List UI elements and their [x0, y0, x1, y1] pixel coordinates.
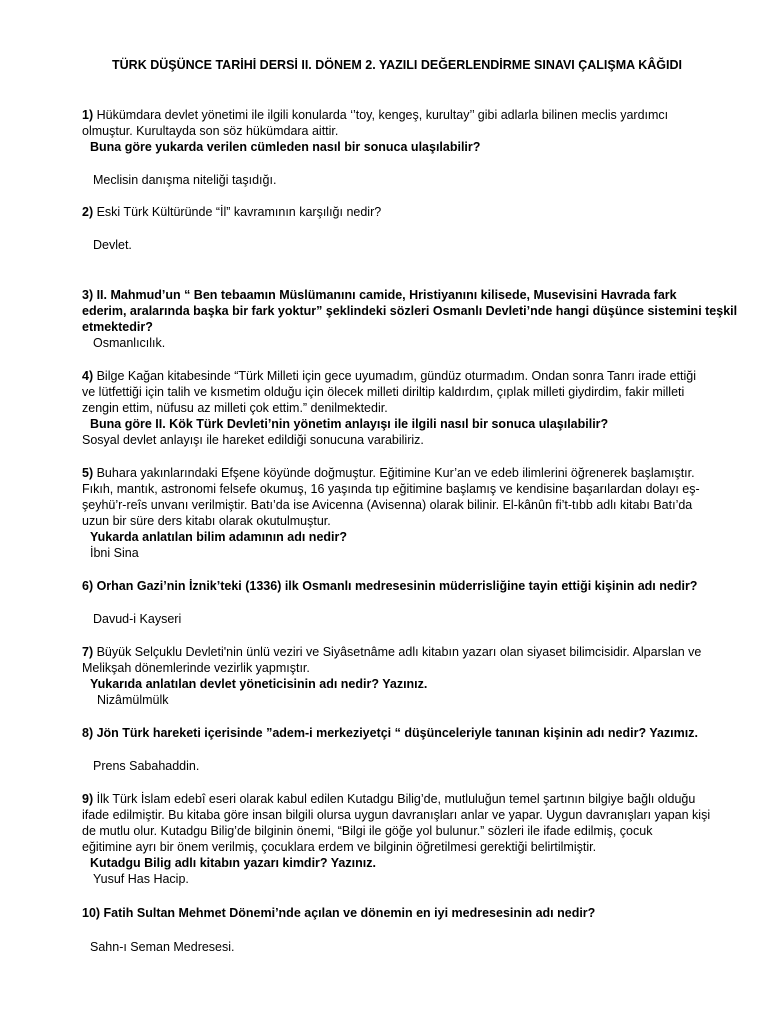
- question-5-line-2: Fıkıh, mantık, astronomi felsefe okumuş, 16 yaşında tıp eğitimine başlamış ve kendisine başarılardan dolayı eş-: [82, 482, 700, 496]
- answer-2: Devlet.: [93, 238, 132, 252]
- question-1-line-1: [82, 107, 668, 123]
- question-4-line-1: [82, 368, 696, 384]
- question-4-line-3: zengin ettim, nüfusu az milleti çok ettim.” denilmektedir.: [82, 401, 388, 415]
- question-4-number: 4): [82, 369, 94, 383]
- question-2-line-1: [82, 204, 381, 220]
- answer-8: Prens Sabahaddin.: [93, 759, 200, 773]
- question-3-line-2: ederim, aralarında başka bir fark yoktur” şeklindeki sözleri Osmanlı Devleti’nde hangi düşünce sistemini teşkil: [82, 304, 738, 318]
- answer-6: Davud-i Kayseri: [93, 612, 182, 626]
- question-9-prompt: Kutadgu Bilig adlı kitabın yazarı kimdir? Yazınız.: [90, 856, 376, 870]
- question-10-line-1: 10) Fatih Sultan Mehmet Dönemi’nde açılan ve dönemin en iyi medresesinin adı nedir?: [82, 906, 596, 920]
- answer-1: Meclisin danışma niteliği taşıdığı.: [93, 173, 277, 187]
- question-9-line-2: ifade edilmiştir. Bu kitaba göre insan bilgili olursa uygun davranışları anlar ve yapar. Uygun davranışları yapan kişi: [82, 808, 711, 822]
- answer-9: Yusuf Has Hacip.: [93, 872, 189, 886]
- question-5-text: Buhara yakınlarındaki Efşene köyünde doğmuştur. Eğitimine Kur’an ve edeb ilimlerini öğrenerek başlamıştır.: [93, 466, 695, 480]
- question-5-prompt: Yukarda anlatılan bilim adamının adı nedir?: [90, 530, 348, 544]
- question-2-number: 2): [82, 205, 94, 219]
- question-1-text: Hükümdara devlet yönetimi ile ilgili konularda ‘’toy, kengeş, kurultay’’ gibi adlarla bilinen meclis yardımcı: [93, 108, 669, 122]
- question-7-prompt: Yukarıda anlatılan devlet yöneticisinin adı nedir? Yazınız.: [90, 677, 428, 691]
- answer-10: Sahn-ı Seman Medresesi.: [90, 940, 235, 954]
- question-8-line-1: 8) Jön Türk hareketi içerisinde ”adem-i merkeziyetçi “ düşünceleriyle tanınan kişinin adı nedir? Yazımız.: [82, 726, 698, 740]
- question-5-line-1: [82, 465, 695, 481]
- question-9-number: 9): [82, 792, 94, 806]
- question-2-text: Eski Türk Kültüründe “İl” kavramının karşılığı nedir?: [93, 205, 382, 219]
- question-3-line-3: etmektedir?: [82, 320, 153, 334]
- answer-7: Nizâmülmülk: [97, 693, 169, 707]
- question-5-line-3: şeyhü’r-reîs unvanı verilmiştir. Batı’da ise Avicenna (Avisenna) olarak bilinir. El-kânûn fi’t-tıbb adlı kitabı Batı’da: [82, 498, 693, 512]
- question-9-line-4: eğitimine ayrı bir önem verilmiş, çocuklara erdem ve bilginin öğretilmesi gerektiği belirtilmiştir.: [82, 840, 597, 854]
- question-7-line-2: Melikşah dönemlerinde vezirlik yapmıştır.: [82, 661, 310, 675]
- question-9-line-3: de mutlu olur. Kutadgu Bilig’de bilginin önemi, “Bilgi ile göğe yol bulunur.” sözleri ile ifade edilmiş, çocuk: [82, 824, 653, 838]
- question-4-text: Bilge Kağan kitabesinde “Türk Milleti için gece uyumadım, gündüz oturmadım. Ondan sonra Tanrı irade ettiği: [93, 369, 696, 383]
- answer-5: İbni Sina: [90, 546, 139, 560]
- question-1-prompt: Buna göre yukarda verilen cümleden nasıl bir sonuca ulaşılabilir?: [90, 140, 481, 154]
- question-5-line-4: uzun bir süre ders kitabı olarak okutulmuştur.: [82, 514, 331, 528]
- question-5-number: 5): [82, 466, 94, 480]
- question-7-text: Büyük Selçuklu Devleti'nin ünlü veziri ve Siyâsetnâme adlı kitabın yazarı olan siyaset bilimcisidir. Alparslan ve: [93, 645, 702, 659]
- question-9-text: İlk Türk İslam edebî eseri olarak kabul edilen Kutadgu Bilig’de, mutluluğun temel şartının bilgiye bağlı olduğu: [93, 792, 696, 806]
- question-7-line-1: [82, 644, 701, 660]
- question-4-prompt: Buna göre II. Kök Türk Devleti’nin yönetim anlayışı ile ilgili nasıl bir sonuca ulaşılabilir?: [90, 417, 609, 431]
- question-6-line-1: 6) Orhan Gazi’nin İznik’teki (1336) ilk Osmanlı medresesinin müderrisliğine tayin ettiği kişinin adı nedir?: [82, 579, 698, 593]
- question-9-line-1: [82, 791, 695, 807]
- question-1-line-2: olmuştur. Kurultayda son söz hükümdara aittir.: [82, 124, 339, 138]
- question-4-line-2: ve lütfettiği için talih ve kısmetim olduğu için ölecek milleti diriltip kaldırdım, çıplak milleti giydirdim, fakir milleti: [82, 385, 685, 399]
- question-1-number: 1): [82, 108, 94, 122]
- answer-4: Sosyal devlet anlayışı ile hareket edildiği sonucuna varabiliriz.: [82, 433, 424, 447]
- answer-3: Osmanlıcılık.: [93, 336, 166, 350]
- question-7-number: 7): [82, 645, 94, 659]
- question-3-line-1: 3) II. Mahmud’un “ Ben tebaamın Müslümanını camide, Hristiyanını kilisede, Musevisini Havrada fark: [82, 288, 677, 302]
- page-title: TÜRK DÜŞÜNCE TARİHİ DERSİ II. DÖNEM 2. YAZILI DEĞERLENDİRME SINAVI ÇALIŞMA KÂĞIDI: [112, 58, 682, 72]
